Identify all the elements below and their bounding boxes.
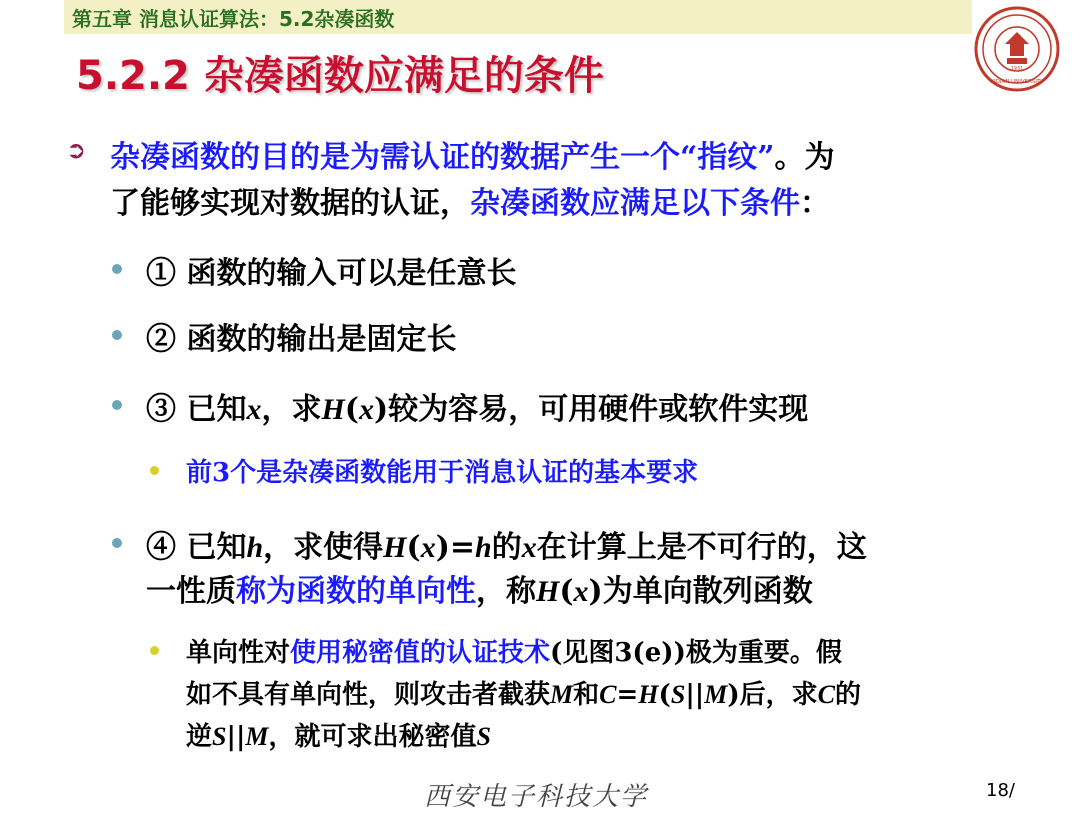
intro-line-1 bbox=[110, 132, 835, 176]
section-number: 5.2.2 bbox=[76, 53, 190, 99]
condition-4-line-1: ④ 已知h，求使得H(x)=h的x在计算上是不可行的，这 bbox=[146, 530, 867, 565]
intro-text-1: 。为 bbox=[774, 140, 835, 175]
intro-text-2: 了能够实现对数据的认证， bbox=[110, 186, 470, 221]
note-one-way-line-1: 单向性对使用秘密值的认证技术(见图3(e))极为重要。假 bbox=[186, 638, 842, 668]
note-basic-requirements: 前3个是杂凑函数能用于消息认证的基本要求 bbox=[186, 458, 699, 488]
bullet-icon bbox=[112, 400, 122, 410]
bullet-icon bbox=[112, 330, 122, 340]
seal-year: 1931 bbox=[1010, 66, 1024, 72]
seal-motto: XIDIAN UNIVERSITY bbox=[990, 79, 1044, 85]
intro-highlight-2: 杂凑函数应满足以下条件 bbox=[470, 186, 800, 221]
intro-line-2 bbox=[110, 178, 830, 222]
university-seal-icon bbox=[974, 6, 1060, 92]
condition-1: ① 函数的输入可以是任意长 bbox=[146, 256, 517, 291]
university-logo-text: 西安电子科技大学 bbox=[424, 782, 649, 812]
sub-bullet-icon bbox=[150, 646, 159, 655]
chapter-header bbox=[64, 0, 972, 34]
chapter-breadcrumb: 第五章 消息认证算法：5.2杂凑函数 bbox=[72, 7, 395, 31]
page-number: 18/ bbox=[986, 780, 1015, 801]
condition-3: ③ 已知x，求H(x)较为容易，可用硬件或软件实现 bbox=[146, 392, 809, 427]
arrow-bullet-icon: ➲ bbox=[66, 136, 87, 164]
condition-4-line-2: 一性质称为函数的单向性，称H(x)为单向散列函数 bbox=[146, 574, 813, 609]
slide-title bbox=[76, 44, 604, 101]
bullet-icon bbox=[112, 264, 122, 274]
section-title: 杂凑函数应满足的条件 bbox=[203, 52, 604, 99]
condition-2: ② 函数的输出是固定长 bbox=[146, 322, 457, 357]
note-one-way-line-2: 如不具有单向性，则攻击者截获M和C=H(S||M)后，求C的 bbox=[186, 680, 862, 710]
bullet-icon bbox=[112, 538, 122, 548]
intro-text-2-end: ： bbox=[800, 186, 830, 221]
intro-highlight-1: 杂凑函数的目的是为需认证的数据产生一个“指纹” bbox=[110, 140, 775, 175]
sub-bullet-icon bbox=[150, 466, 159, 475]
note-one-way-line-3: 逆S||M，就可求出秘密值S bbox=[186, 722, 492, 752]
